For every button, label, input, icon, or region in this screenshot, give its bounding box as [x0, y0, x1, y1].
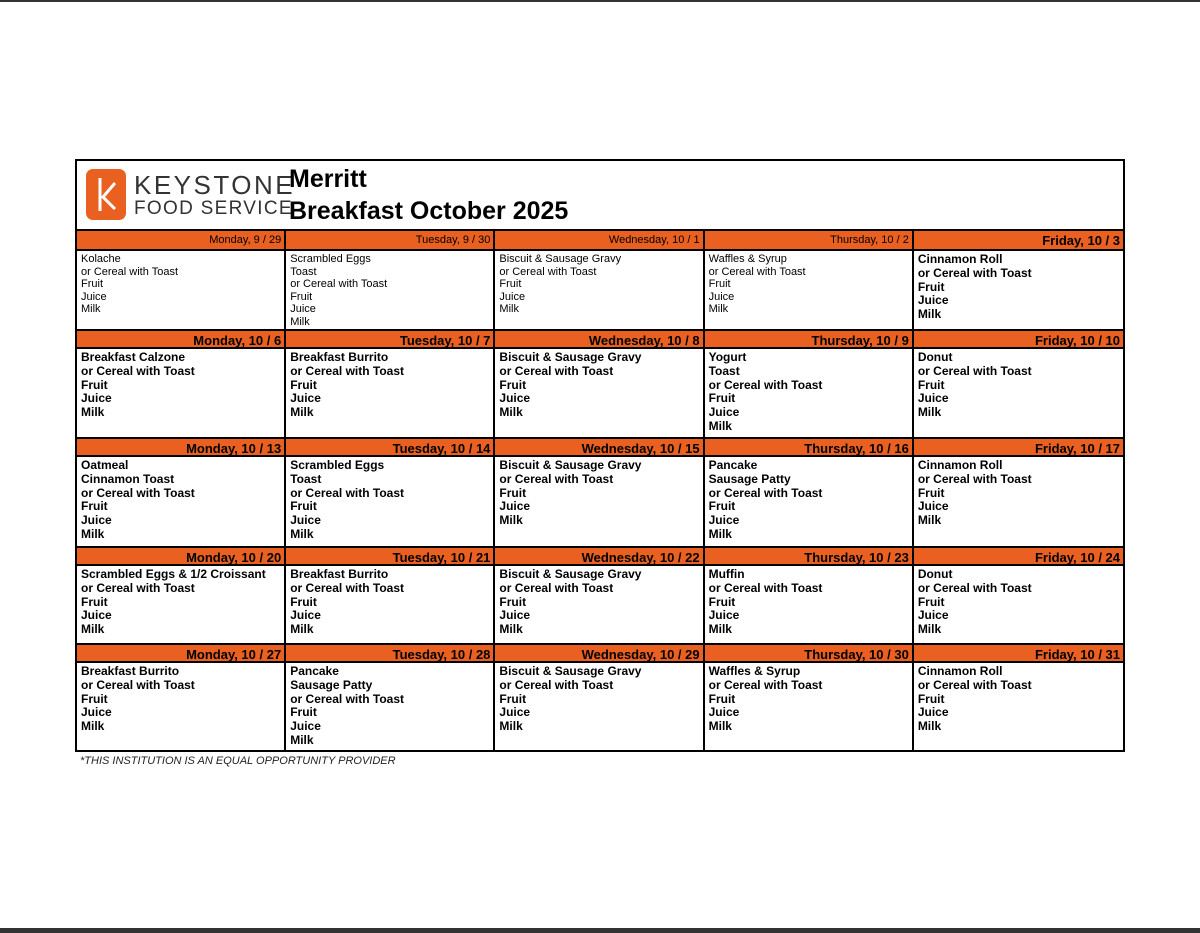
- menu-item: or Cereal with Toast: [81, 265, 179, 278]
- menu-item: Milk: [499, 622, 523, 637]
- menu-item: Juice: [81, 290, 107, 303]
- menu-item: Fruit: [81, 377, 108, 392]
- menu-item: Milk: [917, 513, 942, 528]
- day-cell: [495, 437, 704, 546]
- day-menu-items: [495, 566, 702, 643]
- day-date-header: Friday, 10 / 24: [914, 546, 1123, 566]
- day-cell: [914, 231, 1123, 329]
- equal-opportunity-note: *THIS INSTITUTION IS AN EQUAL OPPORTUNITY PROVIDER: [80, 755, 396, 767]
- menu-item: Milk: [499, 513, 523, 528]
- menu-item: or Cereal with Toast: [81, 363, 195, 378]
- day-date-header: Friday, 10 / 3: [914, 231, 1123, 251]
- menu-item: Juice: [499, 608, 531, 623]
- menu-item: Fruit: [917, 485, 945, 500]
- menu-item: Breakfast Burrito: [290, 567, 389, 581]
- day-date-header: Monday, 9 / 29: [77, 231, 284, 251]
- week-row: [77, 546, 1123, 643]
- menu-item: Cinnamon Roll: [917, 252, 1003, 266]
- day-date-header: Thursday, 10 / 30: [705, 643, 912, 663]
- menu-item: Cinnamon Roll: [917, 458, 1003, 472]
- week-row: [77, 329, 1123, 437]
- menu-item: Milk: [81, 622, 105, 637]
- menu-item: Milk: [917, 405, 942, 420]
- menu-item: Cinnamon Toast: [81, 471, 175, 486]
- day-menu-items: [495, 251, 702, 329]
- menu-item: Milk: [290, 732, 314, 747]
- day-date-header: Thursday, 10 / 16: [705, 437, 912, 457]
- menu-item: Scrambled Eggs & 1/2 Croissant: [81, 567, 266, 581]
- menu-item: or Cereal with Toast: [708, 485, 823, 500]
- menu-item: Pancake: [290, 664, 339, 678]
- menu-item: Juice: [708, 705, 740, 720]
- day-cell: [705, 231, 914, 329]
- menu-item: Juice: [917, 705, 949, 720]
- menu-calendar: [75, 159, 1125, 752]
- day-menu-items: [286, 663, 493, 751]
- menu-item: Milk: [499, 719, 523, 734]
- menu-item: Milk: [499, 405, 523, 420]
- menu-item: Sausage Patty: [290, 677, 373, 692]
- menu-item: Breakfast Calzone: [81, 350, 186, 364]
- menu-item: or Cereal with Toast: [708, 265, 806, 278]
- menu-item: Toast: [290, 265, 317, 278]
- day-cell: [705, 546, 914, 643]
- day-menu-items: [914, 251, 1123, 329]
- menu-item: Juice: [290, 608, 321, 623]
- menu-item: Juice: [917, 499, 949, 514]
- day-cell: [495, 231, 704, 329]
- menu-item: or Cereal with Toast: [708, 677, 823, 692]
- day-cell: [495, 643, 704, 751]
- day-cell: [705, 643, 914, 751]
- day-date-header: Wednesday, 10 / 22: [495, 546, 702, 566]
- menu-item: Juice: [81, 513, 112, 528]
- menu-item: Muffin: [708, 567, 745, 581]
- menu-item: Juice: [81, 705, 112, 720]
- day-cell: [705, 329, 914, 437]
- menu-item: Toast: [290, 471, 322, 486]
- menu-item: Juice: [81, 608, 112, 623]
- menu-item: Oatmeal: [81, 458, 129, 472]
- menu-item: Fruit: [290, 705, 317, 720]
- menu-item: or Cereal with Toast: [290, 363, 405, 378]
- menu-item: Biscuit & Sausage Gravy: [499, 567, 642, 581]
- day-cell: [705, 437, 914, 546]
- menu-item: Waffles & Syrup: [708, 664, 801, 678]
- menu-item: Yogurt: [708, 350, 747, 364]
- day-menu-items: [705, 566, 912, 643]
- menu-item: Juice: [290, 719, 321, 734]
- menu-item: or Cereal with Toast: [499, 265, 597, 278]
- day-date-header: Monday, 10 / 27: [77, 643, 284, 663]
- menu-item: or Cereal with Toast: [708, 580, 823, 595]
- menu-item: Milk: [290, 622, 314, 637]
- menu-item: Fruit: [81, 499, 108, 514]
- day-menu-items: [77, 663, 284, 751]
- menu-item: Milk: [708, 303, 729, 316]
- menu-item: Milk: [290, 526, 314, 541]
- day-date-header: Thursday, 10 / 9: [705, 329, 912, 349]
- menu-item: Milk: [917, 622, 942, 637]
- day-date-header: Tuesday, 10 / 28: [286, 643, 493, 663]
- day-cell: [286, 437, 495, 546]
- day-menu-items: [77, 457, 284, 546]
- day-cell: [914, 329, 1123, 437]
- menu-item: or Cereal with Toast: [290, 691, 405, 706]
- menu-item: Scrambled Eggs: [290, 458, 385, 472]
- menu-item: Biscuit & Sausage Gravy: [499, 350, 642, 364]
- day-menu-items: [286, 349, 493, 437]
- menu-item: Juice: [499, 499, 531, 514]
- calendar-grid: [77, 231, 1123, 751]
- menu-item: Juice: [917, 293, 949, 308]
- day-date-header: Tuesday, 10 / 21: [286, 546, 493, 566]
- day-cell: [77, 643, 286, 751]
- menu-item: Breakfast Burrito: [290, 350, 389, 364]
- menu-item: Fruit: [917, 594, 945, 609]
- menu-item: Fruit: [917, 377, 945, 392]
- menu-item: or Cereal with Toast: [290, 278, 388, 291]
- day-date-header: Wednesday, 10 / 15: [495, 437, 702, 457]
- day-cell: [286, 546, 495, 643]
- menu-item: Fruit: [290, 594, 317, 609]
- menu-item: Biscuit & Sausage Gravy: [499, 458, 642, 472]
- day-menu-items: [914, 349, 1123, 437]
- menu-item: Kolache: [81, 253, 121, 265]
- menu-item: Fruit: [499, 278, 522, 291]
- day-cell: [286, 643, 495, 751]
- day-date-header: Wednesday, 10 / 29: [495, 643, 702, 663]
- keystone-k-icon: [86, 169, 126, 220]
- menu-item: or Cereal with Toast: [917, 265, 1032, 280]
- day-menu-items: [77, 251, 284, 329]
- day-date-header: Friday, 10 / 10: [914, 329, 1123, 349]
- day-menu-items: [705, 457, 912, 546]
- menu-item: or Cereal with Toast: [917, 580, 1032, 595]
- menu-item: Fruit: [81, 278, 103, 291]
- day-date-header: Monday, 10 / 20: [77, 546, 284, 566]
- menu-item: Milk: [81, 719, 105, 734]
- day-cell: [77, 231, 286, 329]
- menu-item: Fruit: [81, 594, 108, 609]
- menu-item: Fruit: [917, 691, 945, 706]
- menu-item: Donut: [917, 350, 953, 364]
- menu-item: Scrambled Eggs: [290, 253, 371, 265]
- menu-item: or Cereal with Toast: [81, 580, 195, 595]
- day-cell: [286, 329, 495, 437]
- menu-item: Milk: [708, 622, 732, 637]
- menu-item: Fruit: [499, 377, 527, 392]
- menu-item: Juice: [708, 290, 735, 303]
- menu-item: or Cereal with Toast: [499, 471, 614, 486]
- bottom-border-bar: [0, 928, 1200, 933]
- day-cell: [286, 231, 495, 329]
- menu-item: or Cereal with Toast: [917, 677, 1032, 692]
- menu-item: Fruit: [708, 691, 736, 706]
- day-menu-items: [495, 457, 702, 546]
- day-date-header: Wednesday, 10 / 1: [495, 231, 702, 251]
- menu-item: Cinnamon Roll: [917, 664, 1003, 678]
- menu-item: Fruit: [290, 377, 317, 392]
- menu-item: Juice: [917, 391, 949, 406]
- day-date-header: Friday, 10 / 31: [914, 643, 1123, 663]
- day-date-header: Thursday, 10 / 2: [705, 231, 912, 251]
- day-menu-items: [77, 566, 284, 643]
- day-cell: [914, 643, 1123, 751]
- week-row: [77, 231, 1123, 329]
- menu-title: Breakfast October 2025: [289, 197, 569, 225]
- menu-item: Milk: [917, 719, 942, 734]
- day-cell: [77, 546, 286, 643]
- menu-item: Milk: [708, 418, 732, 433]
- menu-item: Milk: [290, 405, 314, 420]
- day-date-header: Monday, 10 / 13: [77, 437, 284, 457]
- day-menu-items: [286, 566, 493, 643]
- day-cell: [77, 437, 286, 546]
- menu-item: Juice: [290, 303, 316, 316]
- menu-item: Juice: [499, 705, 531, 720]
- menu-item: Juice: [708, 513, 740, 528]
- menu-item: Juice: [499, 391, 531, 406]
- menu-item: Fruit: [499, 691, 527, 706]
- menu-item: Fruit: [499, 485, 527, 500]
- day-menu-items: [705, 251, 912, 329]
- day-menu-items: [705, 663, 912, 751]
- day-menu-items: [286, 251, 493, 329]
- menu-item: or Cereal with Toast: [917, 471, 1032, 486]
- day-date-header: Thursday, 10 / 23: [705, 546, 912, 566]
- menu-item: or Cereal with Toast: [81, 485, 195, 500]
- menu-item: Fruit: [708, 499, 736, 514]
- day-date-header: Tuesday, 9 / 30: [286, 231, 493, 251]
- menu-item: Fruit: [290, 290, 313, 303]
- menu-item: Pancake: [708, 458, 758, 472]
- top-border-line: [0, 0, 1200, 2]
- day-cell: [914, 437, 1123, 546]
- menu-item: or Cereal with Toast: [81, 677, 195, 692]
- menu-item: Donut: [917, 567, 953, 581]
- day-date-header: Wednesday, 10 / 8: [495, 329, 702, 349]
- menu-item: Milk: [708, 719, 732, 734]
- day-menu-items: [914, 566, 1123, 643]
- menu-item: Milk: [81, 303, 101, 316]
- menu-item: Fruit: [708, 278, 731, 291]
- menu-item: Fruit: [290, 499, 317, 514]
- menu-item: Sausage Patty: [708, 471, 791, 486]
- logo-name-line2: FOOD SERVICE: [134, 198, 293, 219]
- menu-item: Fruit: [81, 691, 108, 706]
- day-cell: [914, 546, 1123, 643]
- day-menu-items: [705, 349, 912, 437]
- week-row: [77, 437, 1123, 546]
- menu-item: Biscuit & Sausage Gravy: [499, 664, 642, 678]
- menu-item: Juice: [81, 391, 112, 406]
- day-menu-items: [914, 663, 1123, 751]
- menu-item: Fruit: [499, 594, 527, 609]
- day-date-header: Monday, 10 / 6: [77, 329, 284, 349]
- day-menu-items: [495, 663, 702, 751]
- menu-item: Juice: [499, 290, 526, 303]
- menu-item: Milk: [81, 405, 105, 420]
- menu-item: or Cereal with Toast: [290, 485, 405, 500]
- menu-item: or Cereal with Toast: [708, 377, 823, 392]
- menu-item: Juice: [708, 608, 740, 623]
- menu-item: Fruit: [708, 594, 736, 609]
- menu-item: or Cereal with Toast: [499, 363, 614, 378]
- logo-name-line1: KEYSTONE: [134, 170, 296, 200]
- calendar-header: [77, 161, 1123, 231]
- menu-item: Fruit: [708, 391, 736, 406]
- menu-item: Breakfast Burrito: [81, 664, 180, 678]
- week-row: [77, 643, 1123, 751]
- menu-item: Juice: [708, 405, 740, 420]
- day-menu-items: [77, 349, 284, 437]
- menu-item: Biscuit & Sausage Gravy: [499, 253, 622, 265]
- menu-item: Juice: [290, 513, 321, 528]
- menu-item: Juice: [917, 608, 949, 623]
- menu-item: Fruit: [917, 279, 945, 294]
- day-cell: [495, 329, 704, 437]
- day-date-header: Tuesday, 10 / 7: [286, 329, 493, 349]
- menu-item: Milk: [290, 315, 310, 328]
- menu-item: Milk: [917, 307, 942, 322]
- menu-item: or Cereal with Toast: [917, 363, 1032, 378]
- menu-item: Juice: [290, 391, 321, 406]
- menu-item: Toast: [708, 363, 740, 378]
- day-date-header: Tuesday, 10 / 14: [286, 437, 493, 457]
- location-title: Merritt: [289, 165, 367, 193]
- day-date-header: Friday, 10 / 17: [914, 437, 1123, 457]
- day-cell: [77, 329, 286, 437]
- menu-item: or Cereal with Toast: [290, 580, 405, 595]
- menu-item: Milk: [499, 303, 519, 316]
- menu-item: or Cereal with Toast: [499, 580, 614, 595]
- menu-item: Milk: [81, 526, 105, 541]
- menu-item: or Cereal with Toast: [499, 677, 614, 692]
- menu-item: Milk: [708, 526, 732, 541]
- day-menu-items: [914, 457, 1123, 546]
- day-menu-items: [286, 457, 493, 546]
- day-menu-items: [495, 349, 702, 437]
- keystone-logo: [86, 169, 296, 223]
- day-cell: [495, 546, 704, 643]
- menu-item: Waffles & Syrup: [708, 253, 787, 265]
